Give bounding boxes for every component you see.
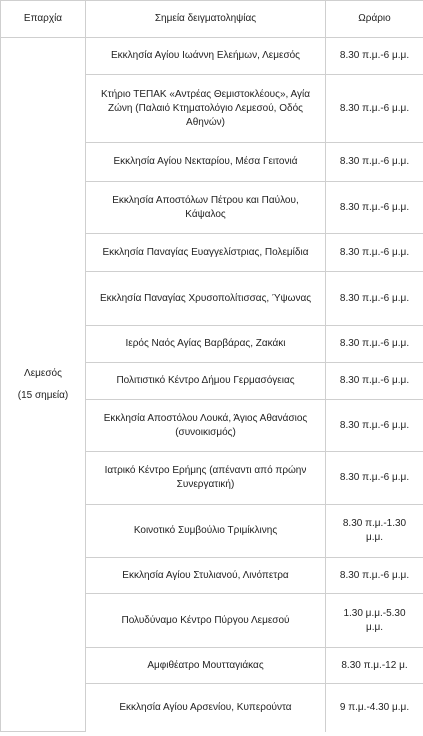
place-cell: Πολυδύναμο Κέντρο Πύργου Λεμεσού: [86, 594, 326, 648]
hours-cell: 8.30 π.μ.-6 μ.μ.: [326, 234, 423, 272]
place-cell: Ιατρικό Κέντρο Ερήμης (απέναντι από πρώην Συνεργατική): [86, 452, 326, 505]
region-cell: [1, 38, 86, 732]
place-cell: Αμφιθέατρο Μουτταγιάκας: [86, 648, 326, 684]
hours-cell: 8.30 π.μ.-6 μ.μ.: [326, 326, 423, 363]
place-cell: Εκκλησία Παναγίας Χρυσοπολίτισσας, Ύψωνας: [86, 272, 326, 326]
hours-cell: 8.30 π.μ.-6 μ.μ.: [326, 38, 423, 75]
hours-cell: 1.30 μ.μ.-5.30 μ.μ.: [326, 594, 423, 648]
place-cell: Κτήριο ΤΕΠΑΚ «Αντρέας Θεμιστοκλέους», Αγία Ζώνη (Παλαιό Κτηματολόγιο Λεμεσού, Οδός Αθηνών): [86, 75, 326, 143]
region-count: (15 σημεία): [17, 389, 69, 401]
place-cell: Πολιτιστικό Κέντρο Δήμου Γερμασόγειας: [86, 363, 326, 400]
hours-cell: 8.30 π.μ.-6 μ.μ.: [326, 75, 423, 143]
hours-cell: 8.30 π.μ.-6 μ.μ.: [326, 143, 423, 182]
place-cell: Εκκλησία Παναγίας Ευαγγελίστριας, Πολεμίδια: [86, 234, 326, 272]
hours-cell: 8.30 π.μ.-6 μ.μ.: [326, 182, 423, 234]
header-hours: Ωράριο: [326, 1, 423, 38]
header-row: [1, 1, 423, 38]
place-cell: Εκκλησία Αγίου Αρσενίου, Κυπερούντα: [86, 684, 326, 732]
place-cell: Εκκλησία Αγίου Ιωάννη Ελεήμων, Λεμεσός: [86, 38, 326, 75]
place-cell: Εκκλησία Αποστόλου Λουκά, Άγιος Αθανάσιος (συνοικισμός): [86, 400, 326, 452]
place-cell: Εκκλησία Αποστόλων Πέτρου και Παύλου, Κάψαλος: [86, 182, 326, 234]
hours-cell: 8.30 π.μ.-6 μ.μ.: [326, 452, 423, 505]
place-cell: Εκκλησία Αγίου Στυλιανού, Λινόπετρα: [86, 558, 326, 594]
hours-cell: 8.30 π.μ.-6 μ.μ.: [326, 272, 423, 326]
hours-cell: 8.30 π.μ.-6 μ.μ.: [326, 400, 423, 452]
place-cell: Ιερός Ναός Αγίας Βαρβάρας, Ζακάκι: [86, 326, 326, 363]
table-row: [1, 38, 423, 75]
header-province: Επαρχία: [1, 1, 86, 38]
place-cell: Κοινοτικό Συμβούλιο Τριμίκλινης: [86, 505, 326, 558]
hours-cell: 8.30 π.μ.-12 μ.: [326, 648, 423, 684]
header-sampling-points: Σημεία δειγματοληψίας: [86, 1, 326, 38]
hours-cell: 8.30 π.μ.-6 μ.μ.: [326, 558, 423, 594]
place-cell: Εκκλησία Αγίου Νεκταρίου, Μέσα Γειτονιά: [86, 143, 326, 182]
region-name: Λεμεσός: [24, 367, 62, 379]
hours-cell: 9 π.μ.-4.30 μ.μ.: [326, 684, 423, 732]
hours-cell: 8.30 π.μ.-6 μ.μ.: [326, 363, 423, 400]
hours-cell: 8.30 π.μ.-1.30 μ.μ.: [326, 505, 423, 558]
